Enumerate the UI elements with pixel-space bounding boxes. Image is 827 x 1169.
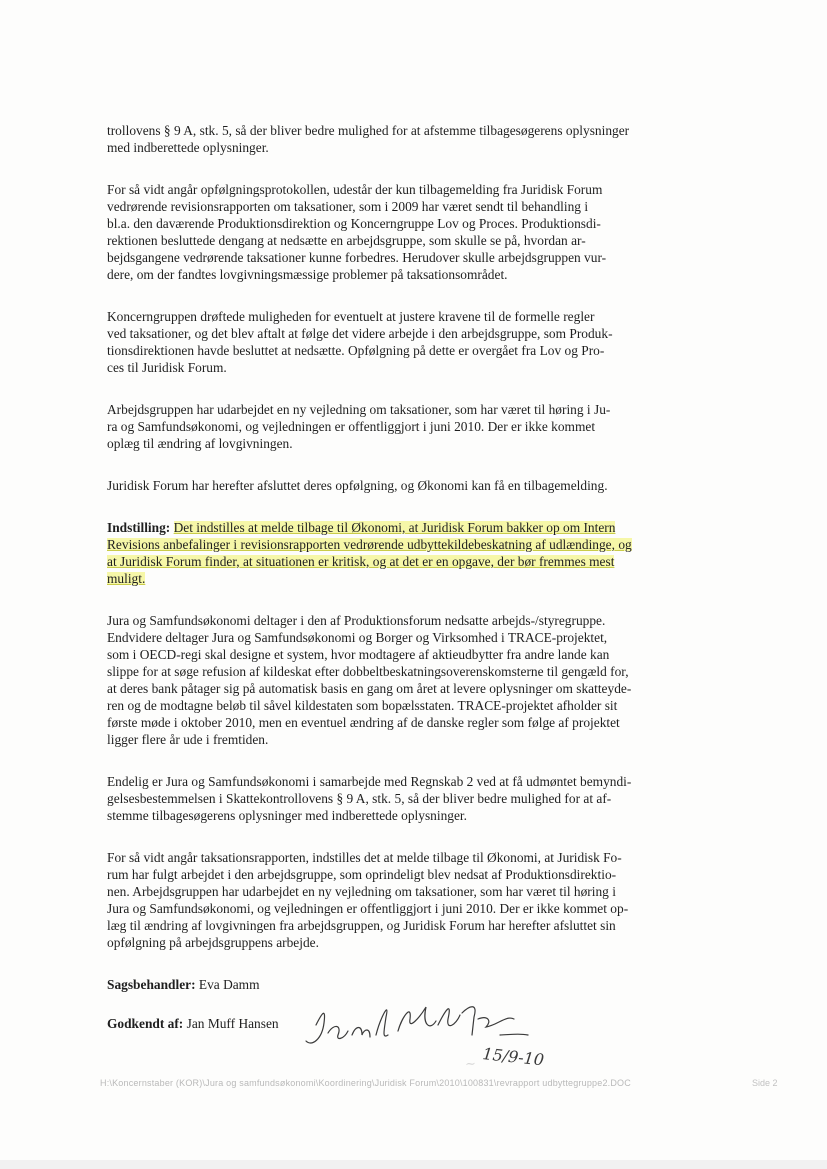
text-line: som i OECD-regi skal designe et system, hvor modtagere af aktieudbytter fra andre lande kan [107, 647, 610, 662]
document-body [107, 122, 721, 1070]
case-handler-name: Eva Damm [198, 977, 260, 992]
text-line: opfølgning på arbejdsgruppens arbejde. [107, 935, 319, 950]
handwritten-date: 15/9-10 [481, 1044, 545, 1070]
text-line: Arbejdsgruppen har udarbejdet en ny vejledning om taksationer, som har været til høring i Ju- [107, 402, 611, 417]
text-line: ren og de modtagne beløb til såvel kildestaten som bopælsstaten. TRACE-projektet afholder sit [107, 698, 618, 713]
highlighted-text: Det indstilles at melde tilbage til Økonomi, at Juridisk Forum bakker op om Intern [173, 520, 616, 535]
recommendation-line [107, 536, 721, 553]
signature-stroke [398, 1007, 436, 1031]
recommendation-paragraph [107, 519, 721, 587]
highlighted-text: muligt. [107, 571, 146, 586]
signature-stroke [306, 1013, 325, 1043]
approved-by-name: Jan Muff Hansen [186, 1016, 279, 1031]
text-line: Jura og Samfundsøkonomi, og vejledningen er offentliggjort i juni 2010. Der er ikke kommet op- [107, 901, 629, 916]
text-line: ces til Juridisk Forum. [107, 360, 227, 375]
text-line: gelsesbestemmelsen i Skattekontrollovens § 9 A, stk. 5, så der bliver bedre mulighed for at af- [107, 791, 612, 806]
text-line: første møde i oktober 2010, men en eventuel ændring af de danske regler som følge af projektet [107, 715, 620, 730]
signature-stroke [352, 1028, 370, 1038]
text-line: tionsdirektionen havde besluttet at nedsætte. Opfølgning på dette er overgået fra Lov og Pro- [107, 343, 605, 358]
text-line: Juridisk Forum har herefter afsluttet deres opfølgning, og Økonomi kan få en tilbagemelding. [107, 478, 608, 493]
faint-handwritten-note: ~ [464, 1056, 477, 1073]
text-line: rum har fulgt arbejdet i den arbejdsgruppe, som oprindeligt blev nedsat af Produktionsdirektio- [107, 867, 617, 882]
approved-by-row [107, 1007, 721, 1070]
text-line: ved taksationer, og det blev aftalt at følge det videre arbejde i den arbejdsgruppe, som Produk- [107, 326, 613, 341]
approved-by-label: Godkendt af: [107, 1016, 184, 1031]
signature-stroke [438, 1009, 460, 1026]
recommendation-line [107, 570, 721, 587]
case-handler [107, 976, 721, 993]
approved-by [107, 1015, 279, 1032]
text-line: Endelig er Jura og Samfundsøkonomi i samarbejde med Regnskab 2 ved at få udmøntet bemyndi- [107, 774, 632, 789]
handwritten-signature [302, 995, 592, 1075]
text-line: trollovens § 9 A, stk. 5, så der bliver bedre mulighed for at afstemme tilbagesøgerens oplysninger [107, 123, 630, 138]
signature-stroke [328, 1026, 348, 1038]
recommendation-label: Indstilling: [107, 520, 171, 535]
text-line: Endvidere deltager Jura og Samfundsøkonomi og Borger og Virksomhed i TRACE-projektet, [107, 630, 608, 645]
text-line: Jura og Samfundsøkonomi deltager i den af Produktionsforum nedsatte arbejds-/styregruppe. [107, 613, 606, 628]
paragraph [107, 122, 721, 156]
text-line: læg til ændring af lovgivningen fra arbejdsgruppen, og Juridisk Forum har herefter afsluttet sin [107, 918, 616, 933]
paragraph [107, 181, 721, 283]
text-line: med indberettede oplysninger. [107, 140, 269, 155]
paragraph [107, 477, 721, 494]
text-line: For så vidt angår taksationsrapporten, indstilles det at melde tilbage til Økonomi, at Juridisk Fo- [107, 850, 622, 865]
text-line: slippe for at søge refusion af kildeskat efter dobbeltbeskatningsoverenskomsterne til gengæld for, [107, 664, 629, 679]
text-line: ligger flere år ude i fremtiden. [107, 732, 269, 747]
highlighted-text: at Juridisk Forum finder, at situationen er kritisk, og at det er en opgave, der bør fremmes mest [107, 554, 615, 569]
case-handler-label: Sagsbehandler: [107, 977, 196, 992]
paragraph [107, 849, 721, 951]
signature-stroke [462, 1007, 475, 1035]
text-line: ra og Samfundsøkonomi, og vejledningen er offentliggjort i juni 2010. Der er ikke kommet [107, 419, 596, 434]
paragraph [107, 612, 721, 748]
signature-stroke [500, 1034, 528, 1035]
recommendation-line [107, 519, 721, 536]
highlighted-text: Revisions anbefalinger i revisionsrapporten vedrørende udbyttekildebeskatning af udlændinge, og [107, 537, 632, 552]
text-line: stemme tilbagesøgerens oplysninger med indberettede oplysninger. [107, 808, 467, 823]
signature-stroke [376, 1010, 388, 1036]
text-line: at deres bank påtager sig på automatisk basis en gang om året at levere oplysninger om skatteyde- [107, 681, 632, 696]
text-line: rektionen besluttede dengang at nedsætte en arbejdsgruppe, som skulle se på, hvordan ar- [107, 233, 586, 248]
paragraph [107, 308, 721, 376]
text-line: nen. Arbejdsgruppen har udarbejdet en ny vejledning om taksationer, som har været til høring i [107, 884, 616, 899]
footer-file-path: H:\Koncernstaber (KOR)\Jura og samfundsøkonomi\Koordinering\Juridisk Forum\2010\100831\revrapport udbyttegruppe2.DOC [100, 1078, 631, 1088]
paragraph [107, 773, 721, 824]
signature-stroke [478, 1018, 514, 1027]
text-line: oplæg til ændring af lovgivningen. [107, 436, 293, 451]
text-line: vedrørende revisionsrapporten om taksationer, som i 2009 har været sendt til behandling i [107, 199, 589, 214]
paragraph [107, 401, 721, 452]
text-line: Koncerngruppen drøftede muligheden for eventuelt at justere kravene til de formelle regler [107, 309, 595, 324]
text-line: bejdsgangene vedrørende taksationer kunne forbedres. Herudover skulle arbejdsgruppen vur- [107, 250, 607, 265]
text-line: dere, om der fandtes lovgivningsmæssige problemer på taksationsområdet. [107, 267, 508, 282]
footer-page-number: Side 2 [752, 1078, 778, 1088]
recommendation-line [107, 553, 721, 570]
text-line: For så vidt angår opfølgningsprotokollen, udestår der kun tilbagemelding fra Juridisk Forum [107, 182, 603, 197]
text-line: bl.a. den daværende Produktionsdirektion og Koncerngruppe Lov og Proces. Produktionsdi- [107, 216, 601, 231]
scan-bottom-edge [0, 1160, 827, 1169]
